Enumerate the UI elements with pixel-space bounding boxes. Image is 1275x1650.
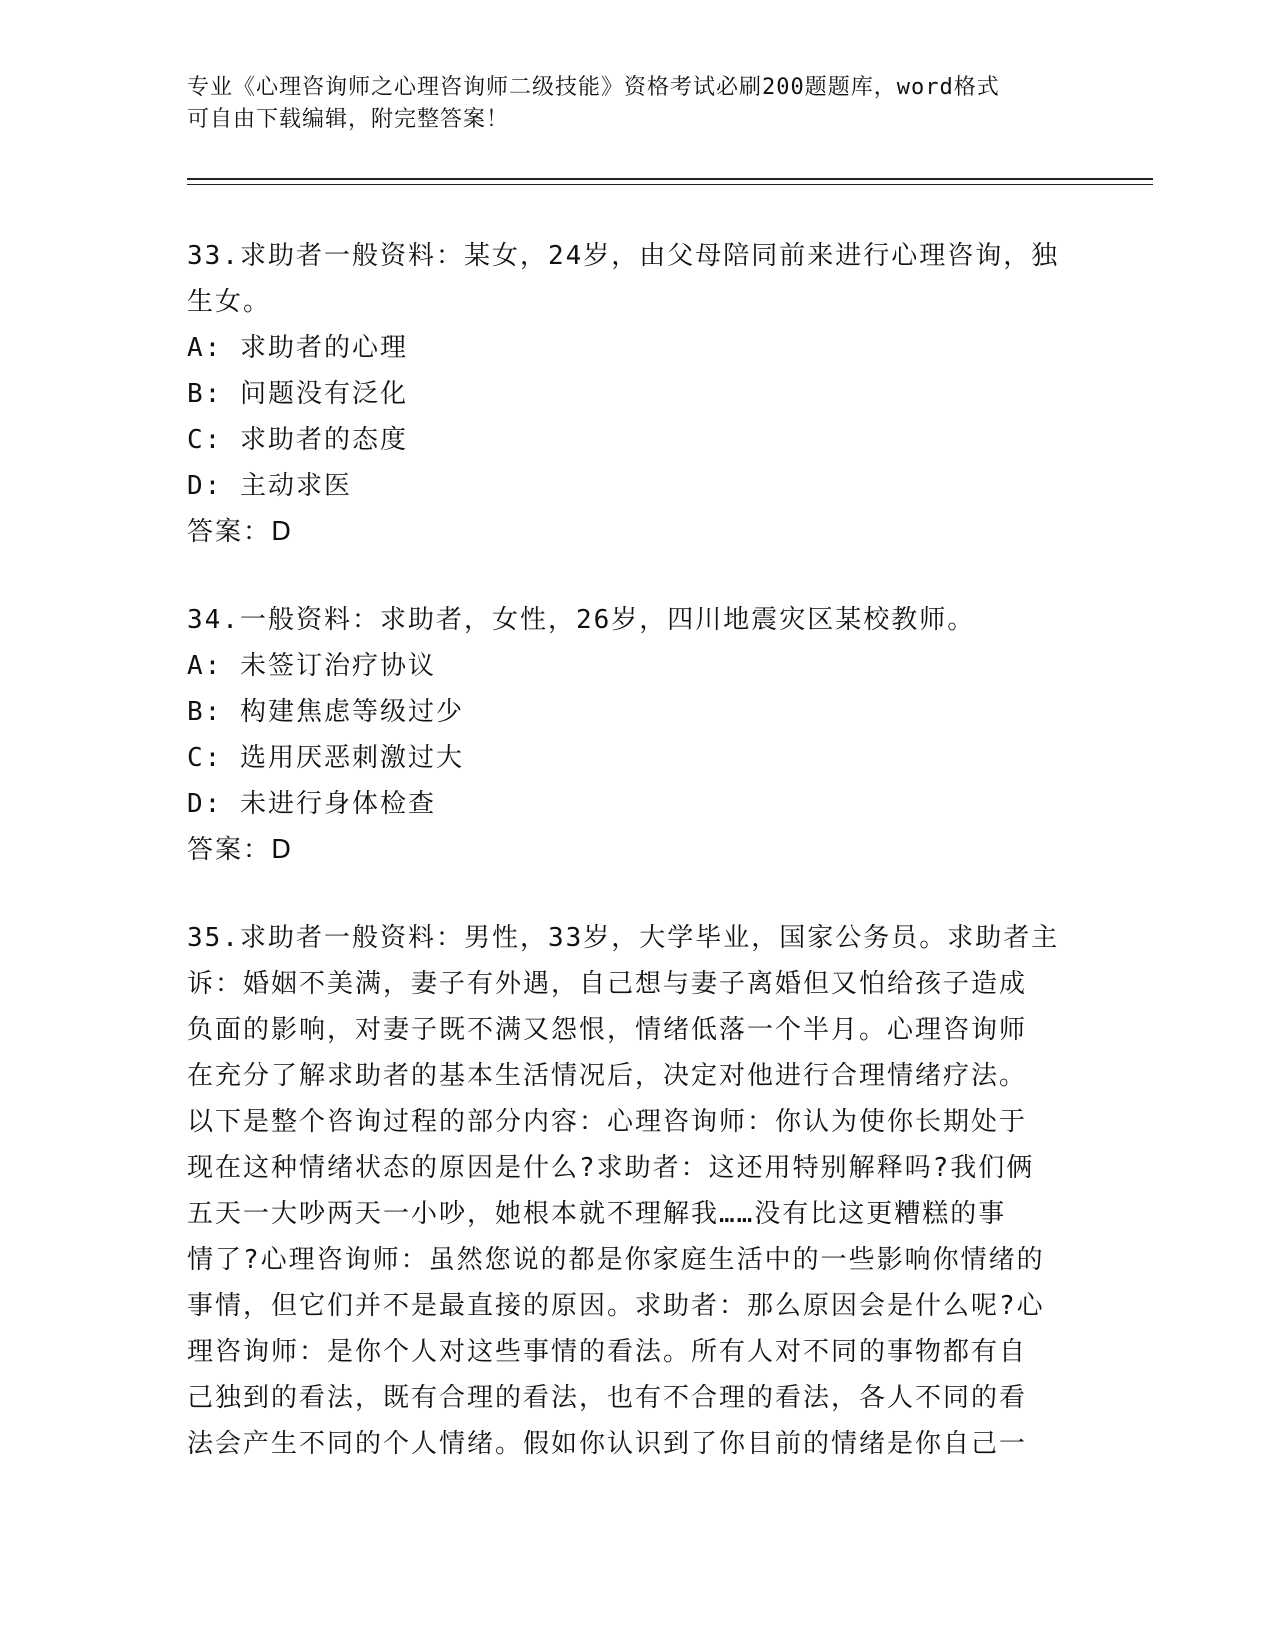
question-stem-line: 情了?心理咨询师：虽然您说的都是你家庭生活中的一些影响你情绪的 — [187, 1245, 1045, 1275]
question-stem-line: 以下是整个咨询过程的部分内容：心理咨询师：你认为使你长期处于 — [187, 1107, 1028, 1137]
question-34 — [187, 597, 1087, 873]
question-stem-line: 负面的影响，对妻子既不满又怨恨，情绪低落一个半月。心理咨询师 — [187, 1015, 1028, 1045]
option-a: A: 求助者的心理 — [187, 333, 408, 363]
header-title-line-2: 可自由下载编辑，附完整答案！ — [187, 107, 510, 132]
header-divider-thick — [187, 178, 1153, 180]
question-stem-line: 五天一大吵两天一小吵，她根本就不理解我……没有比这更糟糕的事 — [187, 1199, 1007, 1229]
option-d: D: 未进行身体检查 — [187, 789, 436, 819]
option-b: B: 构建焦虑等级过少 — [187, 697, 464, 727]
header-divider-thin — [187, 184, 1153, 185]
answer-line: 答案：D — [187, 517, 294, 547]
question-stem-line: 33.求助者一般资料：某女，24岁，由父母陪同前来进行心理咨询，独 — [187, 241, 1060, 271]
question-33 — [187, 233, 1087, 555]
question-stem-line: 生女。 — [187, 287, 272, 317]
option-c: C: 求助者的态度 — [187, 425, 408, 455]
header-title-line-1: 专业《心理咨询师之心理咨询师二级技能》资格考试必刷200题题库，word格式 — [187, 75, 1000, 100]
question-stem-line: 法会产生不同的个人情绪。假如你认识到了你目前的情绪是你自己一 — [187, 1429, 1028, 1459]
question-stem-line: 现在这种情绪状态的原因是什么?求助者：这还用特别解释吗?我们俩 — [187, 1153, 1035, 1183]
question-stem-line: 己独到的看法，既有合理的看法，也有不合理的看法，各人不同的看 — [187, 1383, 1028, 1413]
option-a: A: 未签订治疗协议 — [187, 651, 436, 681]
question-stem-line: 理咨询师：是你个人对这些事情的看法。所有人对不同的事物都有自 — [187, 1337, 1028, 1367]
option-c: C: 选用厌恶刺激过大 — [187, 743, 464, 773]
question-stem-line: 35.求助者一般资料：男性，33岁，大学毕业，国家公务员。求助者主 — [187, 923, 1060, 953]
option-d: D: 主动求医 — [187, 471, 352, 501]
document-header — [187, 72, 1057, 136]
question-35 — [187, 915, 1087, 1467]
option-b: B: 问题没有泛化 — [187, 379, 408, 409]
question-stem-line: 事情，但它们并不是最直接的原因。求助者：那么原因会是什么呢?心 — [187, 1291, 1045, 1321]
question-stem-line: 在充分了解求助者的基本生活情况后，决定对他进行合理情绪疗法。 — [187, 1061, 1028, 1091]
question-stem-line: 34.一般资料：求助者，女性，26岁，四川地震灾区某校教师。 — [187, 605, 976, 635]
answer-line: 答案：D — [187, 835, 294, 865]
question-stem-line: 诉：婚姻不美满，妻子有外遇，自己想与妻子离婚但又怕给孩子造成 — [187, 969, 1028, 999]
